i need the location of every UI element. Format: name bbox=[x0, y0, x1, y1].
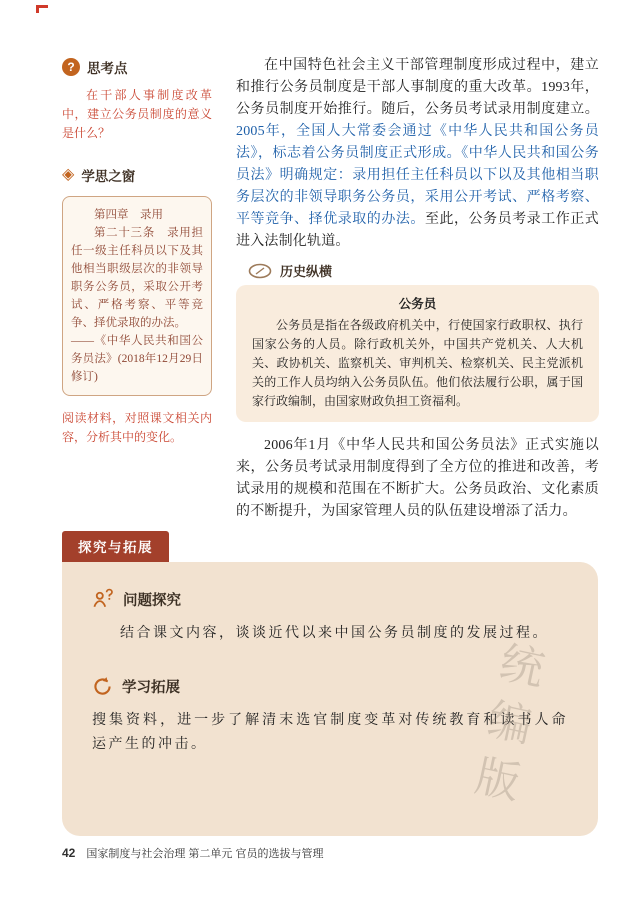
edition-watermark: 统编版 bbox=[461, 636, 548, 818]
history-box-body: 公务员是指在各级政府机关中，行使国家行政职权、执行国家公务的人员。除行政机关外，中国共产党机关、人大机关、政协机关、监察机关、审判机关、检察机关、民主党派机关的工作人员均纳入公务员队伍。他们依法履行公职，属于国家行政编制，由国家财政负担工资福利。 bbox=[252, 318, 583, 408]
main-paragraph-2: 2006年1月《中华人民共和国公务员法》正式实施以来，公务员考试录用制度得到了全方位的推进和改善，考试录用的规模和范围在不断扩大。公务员政治、文化素质的不断提升，为国家管理人员的队伍建设增添了活力。 bbox=[236, 438, 599, 519]
circular-arrow-icon bbox=[92, 676, 113, 697]
history-box bbox=[236, 285, 599, 422]
paragraph1-black-part: 在中国特色社会主义干部管理制度形成过程中，建立和推行公务员制度是干部人事制度的重大改革。1993年，公务员制度开始推行。随后，公务员考试录用制度建立。 bbox=[236, 58, 599, 117]
sidebar bbox=[62, 57, 212, 447]
learning-window-block bbox=[62, 165, 212, 447]
paragraph1-blue-highlight: 2005年，全国人大常委会通过《中华人民共和国公务员法》，标志着公务员制度正式形成。《中华人民共和国公务员法》明确规定：录用担任主任科员以下以及其他相当职务层次的非领导职务公务员，采用公开考试、严格考察、平等竞争、择优录取的办法。 bbox=[236, 124, 599, 227]
main-paragraph-1 bbox=[236, 55, 599, 253]
explore-box bbox=[62, 562, 598, 836]
problem-exploration-section bbox=[92, 588, 568, 646]
question-mark-icon: ? bbox=[62, 58, 80, 76]
quote-article-body: 第二十三条 录用担任一级主任科员以下及其他相当职级层次的非领导职务公务员，采取公开考试、严格考察、平等竞争、择优录取的办法。 bbox=[71, 227, 203, 329]
thinking-point-block bbox=[62, 57, 212, 143]
thinking-point-question: 在干部人事制度改革中，建立公务员制度的意义是什么？ bbox=[62, 88, 212, 140]
learning-extension-text: 搜集资料，进一步了解清末选官制度变革对传统教育和读书人命运产生的冲击。 bbox=[92, 713, 568, 752]
ellipse-scroll-icon bbox=[248, 263, 272, 279]
learning-window-title: 学思之窗 bbox=[81, 169, 136, 184]
learning-extension-header bbox=[92, 676, 568, 697]
problem-exploration-text: 结合课文内容，谈谈近代以来中国公务员制度的发展过程。 bbox=[120, 626, 549, 641]
learning-extension-section bbox=[92, 676, 568, 757]
explore-section-tab: 探究与拓展 bbox=[62, 531, 169, 562]
quote-source: ——《中华人民共和国公务员法》(2018年12月29日修订) bbox=[71, 335, 203, 383]
problem-exploration-title: 问题探究 bbox=[123, 592, 181, 609]
law-quote-box bbox=[62, 196, 212, 396]
quote-chapter-heading: 第四章 录用 bbox=[94, 209, 163, 221]
page-footer bbox=[62, 845, 323, 861]
learning-window-header bbox=[62, 165, 212, 185]
history-box-header bbox=[248, 261, 599, 280]
thinking-point-header bbox=[62, 57, 212, 77]
page-number: 42 bbox=[62, 846, 76, 860]
window-diamond-icon: ◈ bbox=[62, 166, 75, 183]
print-crop-mark bbox=[36, 5, 48, 13]
paragraph1-black-end: 至此，公务员考录工作正式进入法制化轨道。 bbox=[236, 212, 599, 249]
main-column bbox=[236, 55, 599, 523]
history-box-label: 历史纵横 bbox=[280, 264, 333, 279]
problem-exploration-header bbox=[92, 588, 568, 610]
learning-window-task: 阅读材料，对照课文相关内容，分析其中的变化。 bbox=[62, 411, 212, 444]
explore-section bbox=[62, 531, 598, 836]
history-box-title: 公务员 bbox=[398, 297, 437, 311]
learning-extension-title: 学习拓展 bbox=[122, 680, 180, 696]
person-question-icon bbox=[92, 588, 114, 610]
thinking-point-title: 思考点 bbox=[87, 61, 128, 76]
footer-book-title: 国家制度与社会治理 第二单元 官员的选拔与管理 bbox=[86, 848, 324, 860]
